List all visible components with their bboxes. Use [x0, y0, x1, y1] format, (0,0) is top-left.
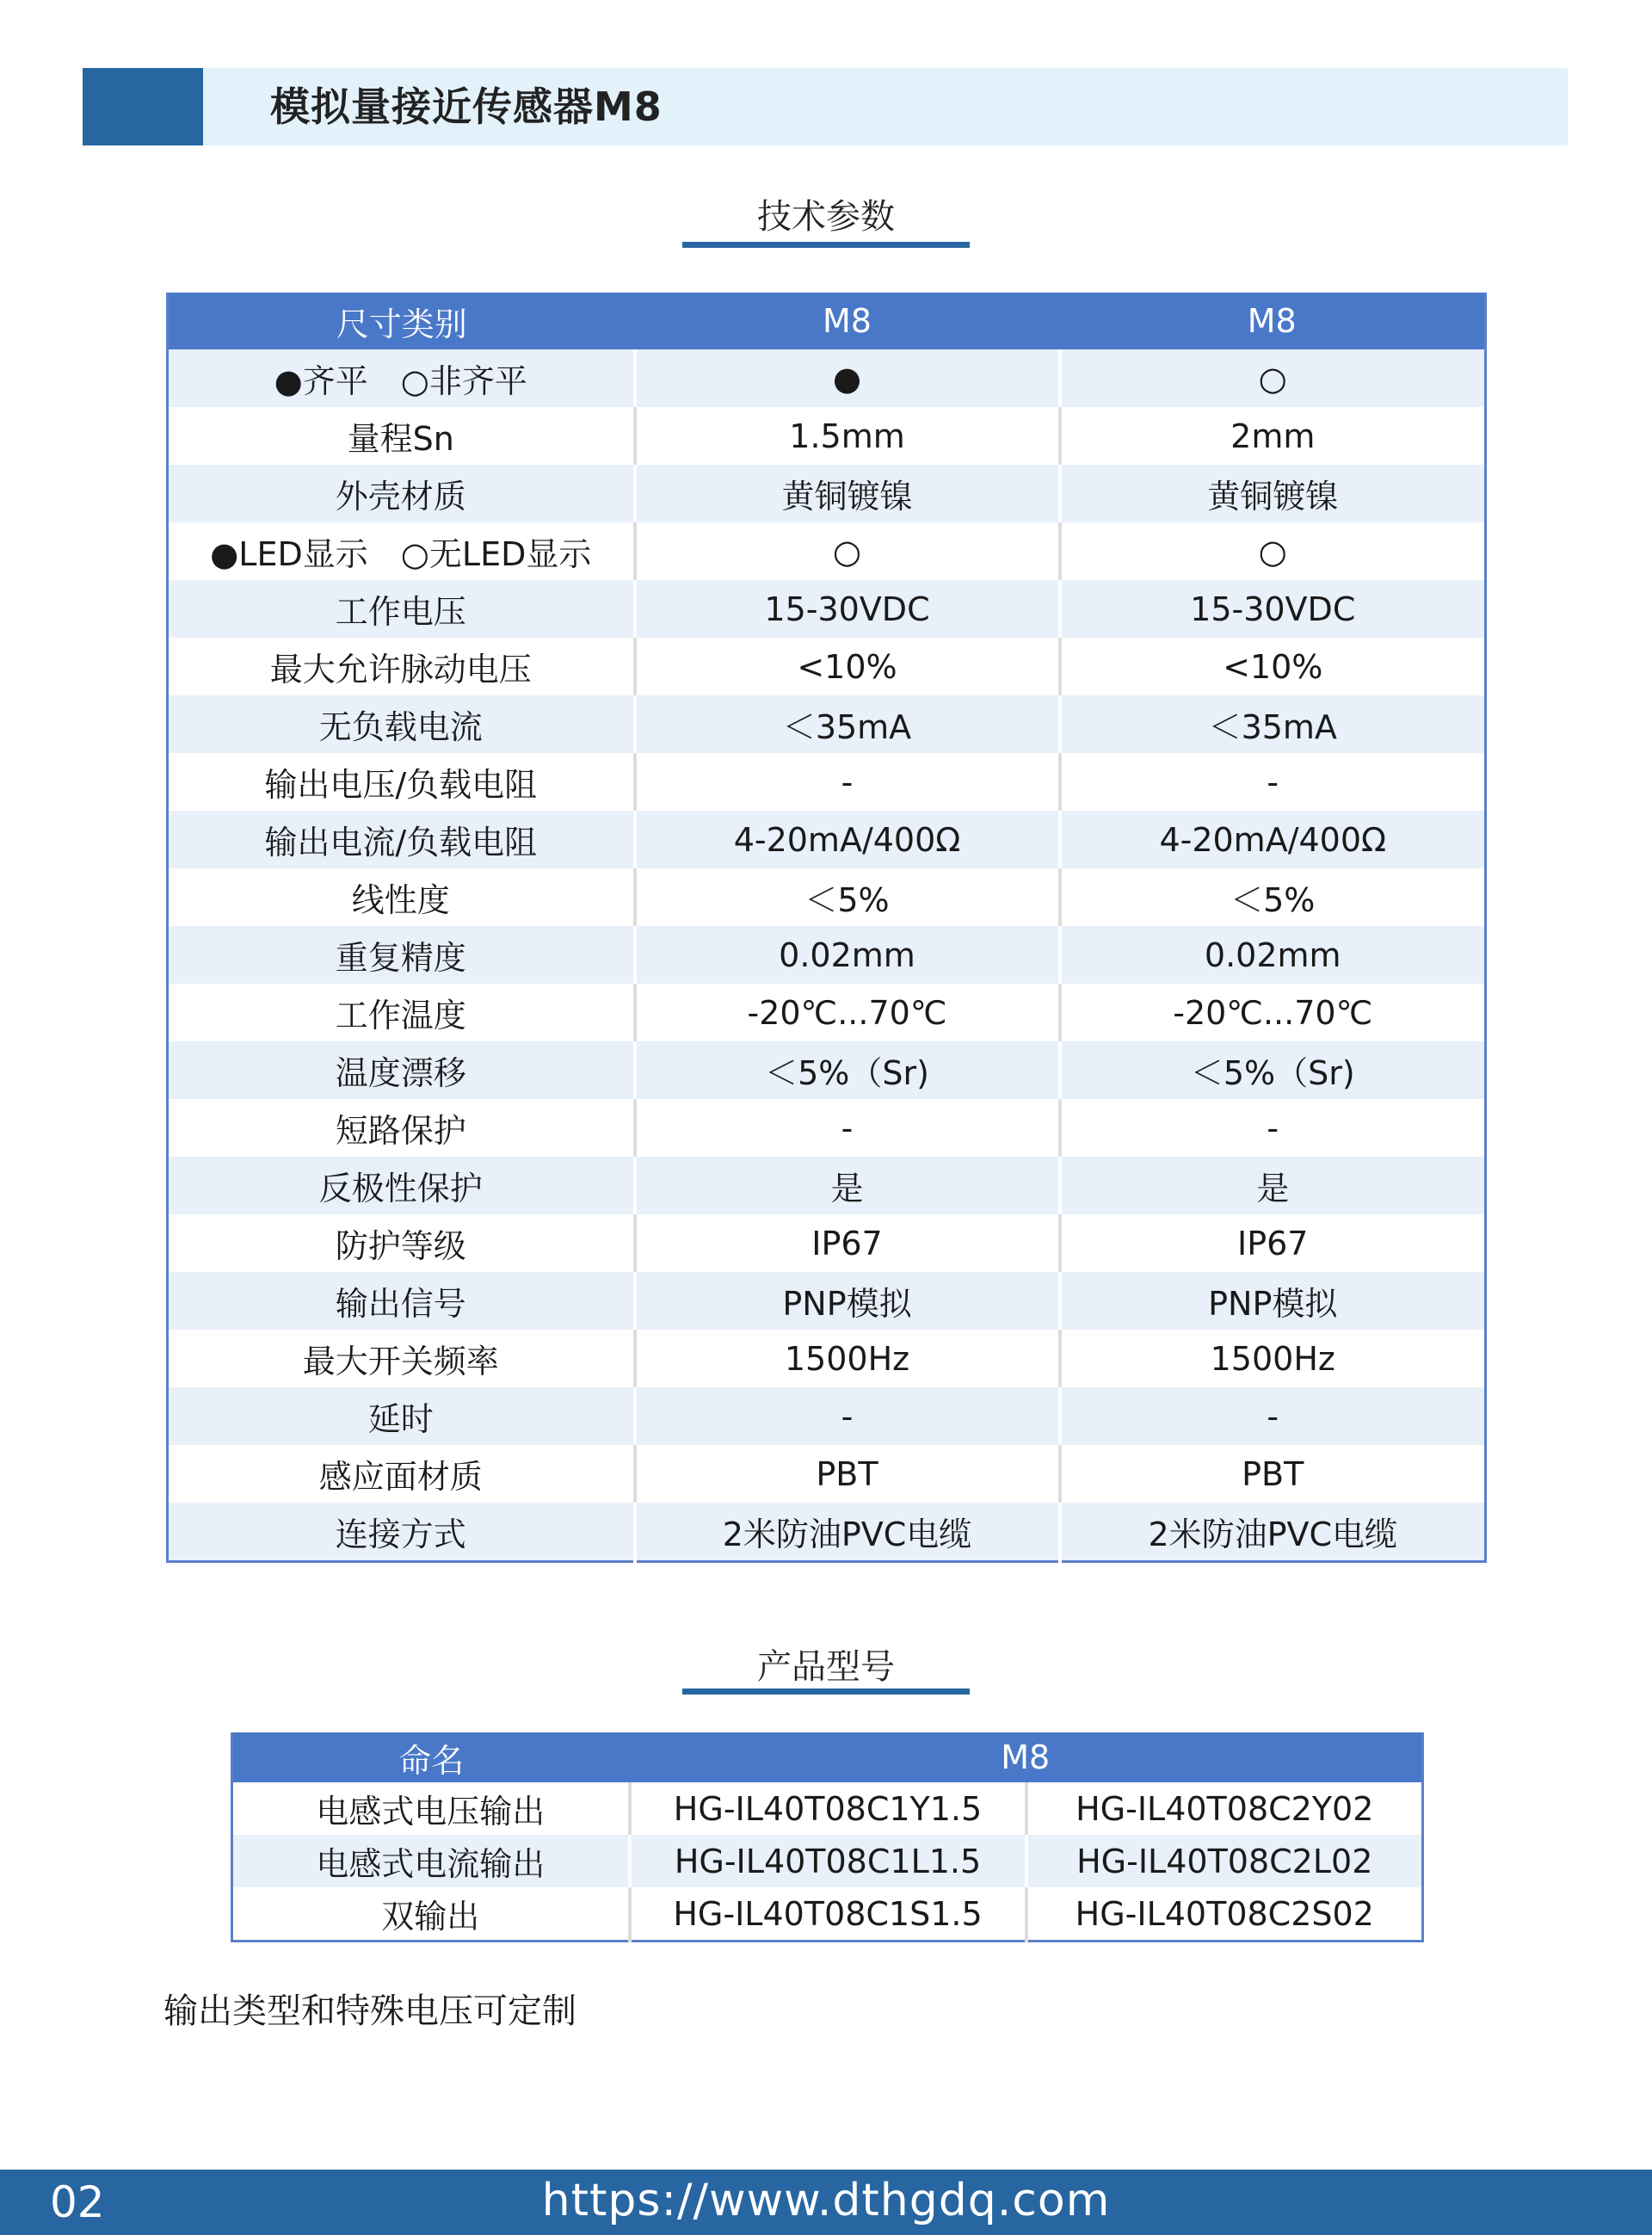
row-label: 输出电流/负载电阻: [168, 811, 635, 868]
table-row: [168, 1157, 1486, 1214]
table-row: [168, 1214, 1486, 1272]
row-value: ○: [1060, 349, 1486, 407]
spec-header-cell: M8: [1060, 293, 1486, 349]
row-value: 0.02mm: [1060, 926, 1486, 984]
spec-table-header: [168, 293, 1486, 349]
row-value: <10%: [1060, 638, 1486, 695]
row-value: ●: [635, 349, 1060, 407]
row-value: IP67: [1060, 1214, 1486, 1272]
table-row: [168, 1330, 1486, 1387]
table-row: [168, 695, 1486, 753]
row-value: 0.02mm: [635, 926, 1060, 984]
row-value: HG-IL40T08C1L1.5: [630, 1835, 1026, 1887]
row-value: ＜35mA: [1060, 695, 1486, 753]
row-value: HG-IL40T08C1S1.5: [630, 1887, 1026, 1942]
spec-table-body: [168, 349, 1486, 1562]
row-value: 4-20mA/400Ω: [635, 811, 1060, 868]
row-value: ○: [1060, 522, 1486, 580]
row-value: <10%: [635, 638, 1060, 695]
row-value: -20℃...70℃: [635, 984, 1060, 1041]
row-label: 连接方式: [168, 1503, 635, 1562]
row-value: 15-30VDC: [635, 580, 1060, 638]
model-section-underline: [682, 1689, 970, 1695]
row-value: 黄铜镀镍: [1060, 465, 1486, 522]
row-value: 2mm: [1060, 407, 1486, 465]
row-label: 输出电压/负载电阻: [168, 753, 635, 811]
row-value: 2米防油PVC电缆: [1060, 1503, 1486, 1562]
row-value: 15-30VDC: [1060, 580, 1486, 638]
spec-header-cell: 尺寸类别: [168, 293, 635, 349]
row-value: ＜5%: [635, 868, 1060, 926]
row-value: -20℃...70℃: [1060, 984, 1486, 1041]
row-value: -: [1060, 1099, 1486, 1157]
row-value: IP67: [635, 1214, 1060, 1272]
row-label: ●LED显示 ○无LED显示: [168, 522, 635, 580]
table-row: [168, 465, 1486, 522]
header-accent-block: [83, 68, 203, 145]
table-row: [168, 1099, 1486, 1157]
table-row: [168, 1387, 1486, 1445]
row-value: HG-IL40T08C1Y1.5: [630, 1782, 1026, 1835]
row-value: 是: [1060, 1157, 1486, 1214]
model-table-header: [232, 1732, 1423, 1782]
row-label: 量程Sn: [168, 407, 635, 465]
row-value: HG-IL40T08C2L02: [1026, 1835, 1423, 1887]
row-value: ○: [635, 522, 1060, 580]
table-row: [168, 1272, 1486, 1330]
row-label: 无负载电流: [168, 695, 635, 753]
row-value: PNP模拟: [635, 1272, 1060, 1330]
table-row: [168, 580, 1486, 638]
table-row: [168, 984, 1486, 1041]
row-value: -: [1060, 1387, 1486, 1445]
row-value: PBT: [635, 1445, 1060, 1503]
table-row: [168, 753, 1486, 811]
row-label: 最大开关频率: [168, 1330, 635, 1387]
spec-section-underline: [682, 242, 970, 248]
row-value: 1500Hz: [1060, 1330, 1486, 1387]
spec-section-title: 技术参数: [757, 197, 895, 237]
row-value: -: [1060, 753, 1486, 811]
model-table: [231, 1732, 1424, 1942]
row-label: 温度漂移: [168, 1041, 635, 1099]
row-value: PNP模拟: [1060, 1272, 1486, 1330]
row-value: 4-20mA/400Ω: [1060, 811, 1486, 868]
footer-url[interactable]: https://www.dthgdq.com: [541, 2175, 1111, 2226]
row-label: 延时: [168, 1387, 635, 1445]
row-value: 2米防油PVC电缆: [635, 1503, 1060, 1562]
table-row: [168, 349, 1486, 407]
row-label: 输出信号: [168, 1272, 635, 1330]
row-value: 是: [635, 1157, 1060, 1214]
table-row: [168, 638, 1486, 695]
row-label: 重复精度: [168, 926, 635, 984]
page-title: 模拟量接近传感器M8: [270, 83, 663, 130]
table-row: [168, 407, 1486, 465]
table-row: [232, 1887, 1423, 1942]
spec-table: [166, 293, 1487, 1563]
row-label: 感应面材质: [168, 1445, 635, 1503]
row-value: 1500Hz: [635, 1330, 1060, 1387]
row-label: 工作温度: [168, 984, 635, 1041]
table-row: [168, 522, 1486, 580]
row-label: 电感式电流输出: [232, 1835, 630, 1887]
row-label: 工作电压: [168, 580, 635, 638]
model-section-title: 产品型号: [757, 1647, 895, 1687]
row-value: 黄铜镀镍: [635, 465, 1060, 522]
row-value: ＜5%（Sr): [1060, 1041, 1486, 1099]
row-label: 双输出: [232, 1887, 630, 1942]
model-table-body: [232, 1782, 1423, 1942]
row-label: 反极性保护: [168, 1157, 635, 1214]
row-value: HG-IL40T08C2S02: [1026, 1887, 1423, 1942]
table-row: [168, 1041, 1486, 1099]
row-value: 1.5mm: [635, 407, 1060, 465]
table-row: [168, 1445, 1486, 1503]
spec-header-cell: M8: [635, 293, 1060, 349]
row-label: ●齐平 ○非齐平: [168, 349, 635, 407]
row-value: -: [635, 1387, 1060, 1445]
row-value: HG-IL40T08C2Y02: [1026, 1782, 1423, 1835]
table-row: [168, 811, 1486, 868]
model-header-cell: M8: [630, 1732, 1423, 1782]
row-label: 防护等级: [168, 1214, 635, 1272]
row-label: 最大允许脉动电压: [168, 638, 635, 695]
model-header-cell: 命名: [232, 1732, 630, 1782]
table-row: [168, 1503, 1486, 1562]
row-value: PBT: [1060, 1445, 1486, 1503]
table-row: [168, 926, 1486, 984]
row-label: 线性度: [168, 868, 635, 926]
row-label: 电感式电压输出: [232, 1782, 630, 1835]
table-row: [168, 868, 1486, 926]
row-label: 短路保护: [168, 1099, 635, 1157]
page-number: 02: [50, 2177, 105, 2227]
row-value: ＜35mA: [635, 695, 1060, 753]
table-row: [232, 1782, 1423, 1835]
row-value: ＜5%（Sr): [635, 1041, 1060, 1099]
row-value: -: [635, 1099, 1060, 1157]
customization-note: 输出类型和特殊电压可定制: [163, 1991, 576, 2031]
row-value: -: [635, 753, 1060, 811]
row-label: 外壳材质: [168, 465, 635, 522]
table-row: [232, 1835, 1423, 1887]
row-value: ＜5%: [1060, 868, 1486, 926]
